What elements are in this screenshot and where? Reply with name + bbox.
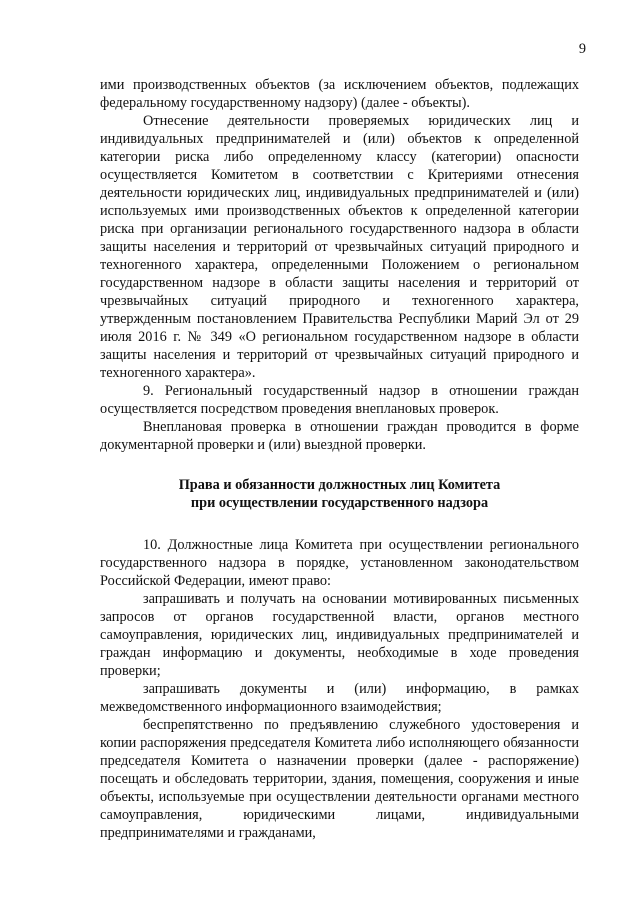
page-number: 9 [578, 41, 586, 57]
paragraph-interagency-request: запрашивать документы и (или) информацию, в рамках межведомственного информационного взаимодействия; [100, 681, 579, 715]
section-heading-line-1: Права и обязанности должностных лиц Комитета [178, 477, 501, 493]
paragraph-risk-category: Отнесение деятельности проверяемых юридических лиц и индивидуальных предпринимателей и (или) объектов к определенной категории риска либо определенному классу (категории) опасности осуществляется Комитетом в соответствии с Критериями отнесения деятельности юридических лиц, индивидуальных предпринимателей и (или) используемых ими производственных объектов к определенной категории риска при организации регионального государственного надзора в области защиты населения и территорий от чрезвычайных ситуаций природного и техногенного характера, определенными Положением о региональном государственном надзоре в области защиты населения и территорий от чрезвычайных ситуаций природного и техногенного характера, утвержденным постановлением Правительства Республики Марий Эл от 29 июля 2016 г. № 349 «О региональном государственном надзоре в области защиты населения и территорий от чрезвычайных ситуаций природного и техногенного характера». [100, 113, 579, 381]
paragraph-item-10: 10. Должностные лица Комитета при осуществлении регионального государственного надзора в порядке, установленном законодательством Российской Федерации, имеют право: [100, 537, 579, 589]
paragraph-unhindered-access: беспрепятственно по предъявлению служебного удостоверения и копии распоряжения председателя Комитета либо исполняющего обязанности председателя Комитета о назначении проверки (далее - распоряжение) посещать и обследовать территории, здания, помещения, сооружения и иные объекты, используемые при осуществлении деятельности органами местного самоуправления, юридическими лицами, индивидуальными предпринимателями и гражданами, [100, 717, 579, 841]
paragraph-objects-continuation: ими производственных объектов (за исключением объектов, подлежащих федеральному государственному надзору) (далее - объекты). [100, 77, 579, 111]
spacer [100, 512, 579, 536]
section-heading-line-2: при осуществлении государственного надзора [190, 495, 489, 511]
paragraph-item-9: 9. Региональный государственный надзор в отношении граждан осуществляется посредством проведения внеплановых проверок. [100, 383, 579, 417]
paragraph-request-documents: запрашивать и получать на основании мотивированных письменных запросов от органов государственной власти, органов местного самоуправления, юридических лиц, индивидуальных предпринимателей и граждан информацию и документы, необходимые в ходе проведения проверки; [100, 591, 579, 679]
paragraph-unscheduled-inspection: Внеплановая проверка в отношении граждан проводится в форме документарной проверки и (или) выездной проверки. [100, 419, 579, 453]
spacer [100, 454, 579, 476]
page-content [100, 76, 579, 842]
